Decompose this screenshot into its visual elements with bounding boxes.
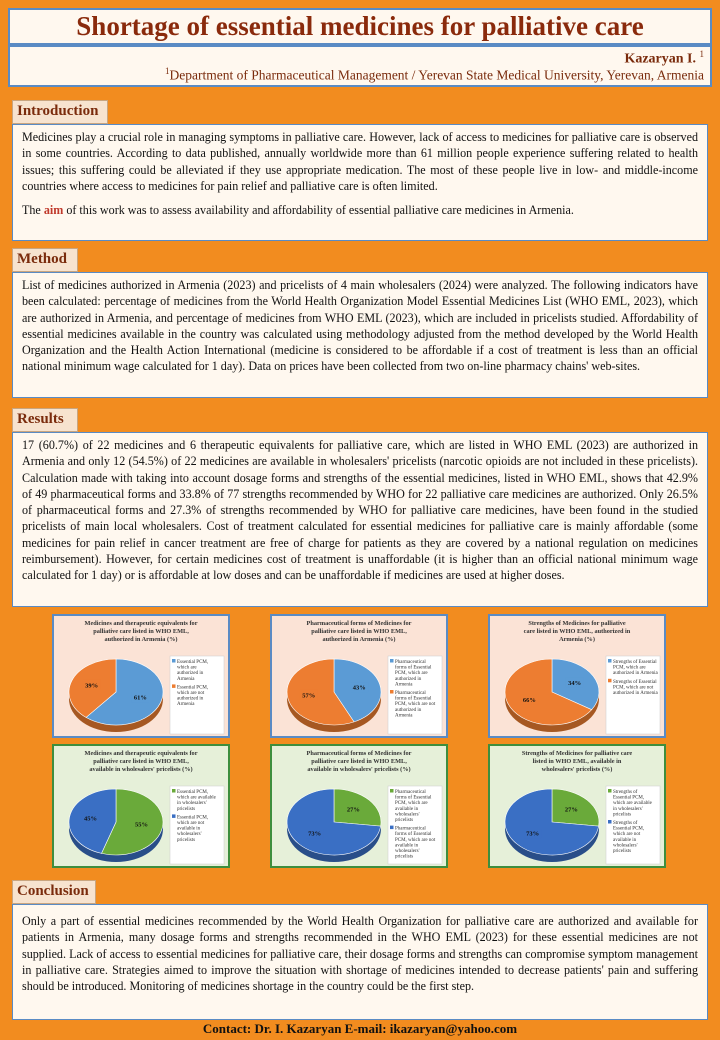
pie-data-label: 34% [568, 679, 582, 687]
chart-title-line: Medicines and therapeutic equivalents for [84, 750, 198, 757]
legend-label: available in [177, 826, 201, 832]
legend-label: PCM, which are not [613, 685, 654, 691]
pie-data-label: 27% [346, 806, 360, 814]
conclusion-text: Only a part of essential medicines recommended by the World Health Organization for palliative care are authorized and available for patients in Armenia, many dosage forms and strengths recommended in the WHO EML (2023) for these essential medicines are not supplied. Lack of access to essential medicines for palliative care, their dosage forms and strengths can compromise symptom management in palliative care. Strategies aimed to improve the situation with shortage of medicines intended to decrease patients' pain and suffering should be introduced. Monitoring of medicines shortage in the country could be the first step. [22, 914, 698, 994]
legend-label: pricelists [395, 854, 414, 860]
legend-label: Pharmaceutical [395, 660, 426, 665]
legend-label: which are available [177, 795, 216, 801]
chart-card-4 [52, 744, 230, 868]
chart-title-line: palliative care listed in WHO EML, [311, 628, 407, 635]
chart-card-2 [270, 614, 448, 738]
department: $^1$Department of Pharmaceutical Management / Yerevan State Medical University, Yerevan, Armenia [165, 66, 704, 83]
legend-label: forms of Essential [395, 696, 432, 702]
chart-card-6 [488, 744, 666, 868]
contact-line: Contact: Dr. I. Kazaryan E-mail: ikazaryan@yahoo.com [202, 1021, 518, 1036]
chart-title-line: available in wholesalers' pricelists (%) [89, 766, 193, 773]
legend-label: pricelists [613, 849, 632, 854]
chart-title-line: Strengths of Medicines for palliative [528, 620, 626, 627]
legend-label: Essential PCM, [177, 815, 209, 821]
legend-label: pricelists [395, 818, 414, 823]
legend-label: Strengths of Essential [613, 660, 657, 665]
pie-data-label: 57% [302, 692, 316, 700]
chart-card-3 [488, 614, 666, 738]
legend-swatch [172, 789, 176, 793]
legend-label: authorized in Armenia [613, 691, 658, 696]
legend-swatch [608, 679, 612, 683]
pie-data-label: 39% [85, 682, 99, 690]
pie-data-label: 61% [133, 694, 147, 702]
legend-label: available in [395, 806, 419, 812]
legend-label: in wholesalers' [177, 801, 207, 807]
legend-label: PCM, which are [613, 665, 646, 671]
results-body [12, 432, 708, 607]
chart-title-line: Pharmaceutical forms of Medicines for [306, 750, 412, 757]
legend-label: pricelists [177, 806, 196, 812]
pie-chart-forms-available [272, 746, 446, 866]
legend-label: authorized in Armenia [613, 671, 658, 677]
method-body [12, 272, 708, 398]
legend-swatch [172, 814, 176, 818]
legend-label: Armenia [177, 676, 195, 682]
results-heading: Results [12, 408, 78, 432]
chart-title-line: authorized in Armenia (%) [104, 636, 178, 643]
legend-swatch [172, 659, 176, 663]
legend-label: Essential PCM, [177, 660, 209, 665]
conclusion-heading: Conclusion [12, 880, 96, 904]
legend-label: Strengths of Essential [613, 679, 657, 685]
legend-swatch [390, 789, 394, 793]
legend-label: wholesalers' [177, 832, 202, 838]
legend-label: which are available [613, 801, 652, 807]
legend-label: forms of Essential [395, 832, 432, 838]
pie-chart-strengths-authorized [490, 616, 664, 736]
pie-chart-forms-authorized [272, 616, 446, 736]
pie-chart-medicines-authorized [54, 616, 228, 736]
legend-label: available in [395, 843, 419, 849]
legend-label: authorized in [177, 671, 204, 677]
legend-label: available in [613, 837, 637, 843]
chart-card-5 [270, 744, 448, 868]
pie-data-label: 66% [522, 697, 536, 705]
chart-title-line: Medicines and therapeutic equivalents for [84, 620, 198, 627]
pie-data-label: 73% [526, 830, 540, 838]
legend-label: which are [177, 665, 197, 671]
legend-label: forms of Essential [395, 665, 432, 671]
legend-label: pricelists [613, 812, 632, 818]
author-box [8, 45, 712, 87]
chart-title-line: palliative care listed in WHO EML, [93, 628, 189, 635]
legend-label: PCM, which are [395, 801, 428, 807]
introduction-body [12, 124, 708, 241]
legend-swatch [390, 826, 394, 830]
legend-label: Essential PCM, [177, 790, 209, 795]
chart-title-line: Strengths of Medicines for palliative care [521, 750, 633, 757]
pie-data-label: 27% [564, 806, 578, 814]
introduction-paragraph: Medicines play a crucial role in managing symptoms in palliative care. However, lack of access to medicines for palliative care is observed in some countries. According to data published, annually worldwide more than 61 million people experience suffering related to health issues; this suffering could be alleviated if they use appropriate medication. The most of these people live in low- and middle-income countries where access to medicines for pain relief and palliative care is often limited. [22, 130, 698, 193]
pie-data-label: 45% [83, 815, 97, 823]
legend-swatch [390, 659, 394, 663]
legend-label: Essential PCM, [613, 826, 645, 832]
legend-label: Pharmaceutical [395, 826, 426, 832]
conclusion-body [12, 904, 708, 1020]
legend-label: Armenia [177, 702, 195, 708]
pie-chart-medicines-available [54, 746, 228, 866]
legend-label: authorized in [177, 696, 204, 702]
poster-title: Shortage of essential medicines for palliative care [76, 11, 644, 41]
legend-swatch [608, 820, 612, 824]
chart-title-line: wholesalers' pricelists (%) [541, 766, 613, 773]
legend-label: in wholesalers' [613, 806, 643, 812]
legend-label: authorized in [395, 707, 422, 713]
legend-label: Essential PCM, [613, 795, 645, 801]
method-text: List of medicines authorized in Armenia (2023) and pricelists of 4 main wholesalers (2024) were analyzed. The following indicators have been calculated: percentage of medicines from the World Health Organization Model Essential Medicines List (WHO EML, 2023), which are authorized in Armenia, and percentage of medicines from WHO EML (2023), which are included in pricelists studied. Affordability of essential medicines available in the country was calculated using methodology adjusted from the method developed by the World Health Organization and the Health Action International (medicine is considered to be affordable if a cost of treatment is less than an official national minimum wage calculated for 1 day). Data on prices have been collected from two on-line pharmacy chains' web-sites. [22, 278, 698, 374]
legend-label: which are not [177, 821, 205, 826]
legend-label: PCM, which are not [395, 702, 436, 708]
legend-label: pricelists [177, 837, 196, 843]
legend-label: which are not [177, 691, 205, 696]
legend-label: Armenia [395, 682, 413, 688]
results-text: 17 (60.7%) of 22 medicines and 6 therapeutic equivalents for palliative care, which are listed in WHO EML (2023) are authorized in Armenia and only 12 (54.5%) of 22 medicines are available in wholesalers' pricelists (narcotic opioids are not included in these pricelists). Calculation made with taking into account dosage forms and strengths of the essential medicines, listed in WHO EML, shows that 42.9% of 49 pharmaceutical forms and 33.8% of 77 strengths recommended by WHO for 22 palliative care medicines are authorized. Only 26.5% of pharmaceutical forms and 27.3% of strengths recommended by WHO for palliative care medicines, have been found in the studied pricelists of main local wholesalers. Cost of treatment calculated for essential medicines for palliative care is mainly affordable (some medicines for pain relief in cancer treatment are free of charge for patients as they are covered by a national regulation on medicines reimbursement). However, for certain medicines cost of treatment is unaffordable (it is higher than an official national minimum wage calculated for 1 day) or is affordable at low doses and can be unaffordable if medicines are used at higher doses. [22, 438, 698, 583]
pie-chart-strengths-available [490, 746, 664, 866]
chart-title-line: palliative care listed in WHO EML, [311, 758, 407, 765]
chart-title-line: care listed in WHO EML, authorized in [523, 628, 631, 635]
legend-swatch [390, 690, 394, 694]
method-heading: Method [12, 248, 78, 272]
legend-swatch [608, 659, 612, 663]
legend-label: which are not [613, 832, 641, 838]
legend-label: PCM, which are not [395, 837, 436, 843]
legend-label: wholesalers' [395, 812, 420, 818]
legend-swatch [608, 789, 612, 793]
legend-label: Strengths of [613, 790, 638, 795]
legend-label: Pharmaceutical [395, 691, 426, 696]
legend-label: Pharmaceutical [395, 790, 426, 795]
chart-card-1 [52, 614, 230, 738]
legend-label: authorized in [395, 676, 422, 682]
title-box [8, 8, 712, 45]
chart-title-line: listed in WHO EML, available in [532, 758, 622, 765]
legend-label: Armenia [395, 713, 413, 719]
pie-data-label: 43% [352, 684, 366, 692]
legend-label: forms of Essential [395, 795, 432, 801]
author-name: Kazaryan I. $^1$ [624, 49, 704, 67]
chart-title-line: Pharmaceutical forms of Medicines for [306, 620, 412, 627]
chart-title-line: authorized in Armenia (%) [322, 636, 396, 643]
chart-title-line: palliative care listed in WHO EML, [93, 758, 189, 765]
legend-label: wholesalers' [395, 849, 420, 854]
chart-title-line: available in wholesalers' pricelists (%) [307, 766, 411, 773]
legend-label: PCM, which are [395, 671, 428, 677]
chart-title-line: Armenia (%) [559, 636, 595, 643]
legend-label: wholesalers' [613, 843, 638, 849]
legend-label: Strengths of [613, 821, 638, 826]
pie-data-label: 73% [308, 830, 322, 838]
legend-swatch [172, 684, 176, 688]
introduction-heading: Introduction [12, 100, 108, 124]
aim-paragraph: The aim of this work was to assess availability and affordability of essential palliative care medicines in Armenia. [22, 203, 574, 218]
legend-label: Essential PCM, [177, 685, 209, 691]
pie-data-label: 55% [135, 821, 149, 829]
